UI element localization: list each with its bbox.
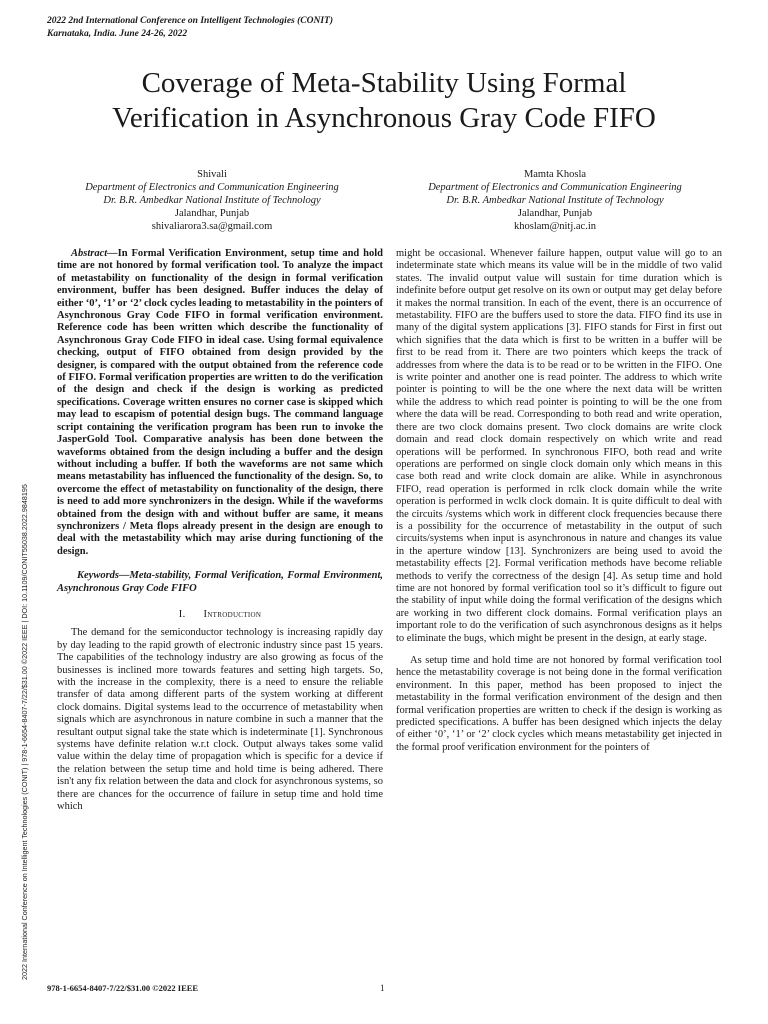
author-name: Mamta Khosla (523, 169, 587, 180)
author-institute: Dr. B.R. Ambedkar National Institute of Technology (103, 195, 321, 206)
intro-paragraph-2: As setup time and hold time are not honored by formal verification tool hence the metastability coverage is not being done in the formal verification environment. In this paper, method has been proposed to inject the metastability in the formal verification environment of the design and then formal verification properties are written to check if the design is working as predicted specifications. A buffer has been designed which injects the delay of either ‘0’, ‘1’ or ‘2’ clock cycles which means metastability get injected in the formal proof verification environment for the pointers of (396, 655, 722, 753)
section-heading-introduction (57, 609, 383, 621)
author-block-1 (47, 168, 377, 233)
conference-header (47, 15, 333, 41)
author-department: Department of Electronics and Communication Engineering (428, 182, 682, 193)
paper-title (47, 66, 721, 136)
author-location: Jalandhar, Punjab (517, 208, 593, 219)
intro-paragraph-1: The demand for the semiconductor technology is increasing rapidly day by day leading to the rapid growth of electronic industry since past 15 years. The capabilities of the technology industry are also growing as focus of the businesses is inclined more towards features and setting high targets. So, with the increase in the complexity, there is a need to ensure the reliable transfer of data among different parts of the system working at different clock domains. Digital systems lead to the occurrence of metastability when signals which are asynchronous in nature combine in such a manner that the resultant output signal take the state which is indeterminate [1]. Synchronous systems have definite relation w.r.t clock. Output always takes some valid value within the delay time of propagation which is specific for a device if the relation between the setup time and hold time is being adhered. There isn't any fix relation between the data and clock for asynchronous systems, so there are chances for the occurrence of failure in setup time and hold time which (57, 627, 383, 813)
footer-copyright: 978-1-6654-8407-7/22/$31.00 ©2022 IEEE (47, 983, 199, 993)
title-line-2: Verification in Asynchronous Gray Code FIFO (112, 102, 656, 134)
author-name: Shivali (197, 169, 227, 180)
author-location: Jalandhar, Punjab (174, 208, 250, 219)
author-email[interactable]: shivaliarora3.sa@gmail.com (151, 221, 273, 232)
author-department: Department of Electronics and Communication Engineering (85, 182, 339, 193)
author-email[interactable]: khoslam@nitj.ac.in (514, 221, 596, 232)
intro-paragraph-1-continued: might be occasional. Whenever failure happen, output value will go to an indeterminate state which means its value will be in the middle of two valid states. The invalid output value will sustain for time duration which is indefinite before output get resolve on its own or output may get delay before it makes the normal transition. In each of the event, there is an occurrence of metastability. FIFO are the buffers used to store the data. FIFO find its use in many of the digital system applications [3]. FIFO stands for First in first out which signifies that the data which is first to be written in a buffer will be first to be read from it. There are two pointers which keeps the track of addresses from where the data is to be read or to be written in the FIFO. One is write pointer and another one is read pointer. The address to which write pointer is pointing to will be the one where the next data will be written while the address to which read pointer is pointing to will be the one from where the data will be read. Corresponding to both read and write operation, there are two clock domains present. Two clock domains are write clock domain and read clock domain respectively on which write and read operations will be performed. In synchronous FIFO, both read and write operations are performed on single clock domain only which means in this case both read and write clock domain are alike. While in asynchronous FIFO, read operation is performed in rclk clock domain while the write operation is performed in wclk clock domain. It is quite difficult to deal with the circuits /systems which work in different clock frequencies because there is a possibility for the occurrence of metastability in the output of such circuits/systems when input is asynchronous in nature and changes its value in the aperture window [13]. Synchronizers are being used to avoid the metastability effects [2]. Formal verification methods have become reliable methods to verify the correctness of the design [4]. As setup time and hold time are not honored by formal verification tool so it’s difficult to figure out the stability of input while doing the formal verification of the designs which are working in two different clock domains. Formal verification plays an important role to do the verification of such asynchronous designs as it helps to eliminate the bugs, which might be present in the design, at early stage. (396, 248, 722, 644)
conference-location-date: Karnataka, India. June 24-26, 2022 (47, 29, 188, 39)
right-column (396, 248, 722, 754)
title-line-1: Coverage of Meta-Stability Using Formal (141, 67, 627, 99)
keywords: Keywords—Meta-stability, Formal Verification, Formal Environment, Asynchronous Gray Code FIFO (57, 570, 383, 594)
section-number: I. (178, 608, 186, 620)
side-doi-strip: 2022 International Conference on Intelligent Technologies (CONIT) | 978-1-6654-8407-7/22/$31.00 ©2022 IEEE | DOI: 10.1109/CONIT55038.2022.9848195 (20, 484, 29, 980)
abstract (57, 248, 383, 558)
left-column (57, 248, 383, 813)
abstract-text: In Formal Verification Environment, setup time and hold time are not honored by formal verification tool. To analyze the impact of metastability on functionality of the design in formal verification environment, buffer has been designed. Buffer induces the delay of either ‘0’, ‘1’ or ‘2’ clock cycles leading to metastability in the pointers of Asynchronous Gray Code FIFO in formal verification environment. Reference code has been written which describe the functionality of Asynchronous Gray Code FIFO in ideal case. Using formal equivalence checking, output of FIFO obtained from design provided by the designer, is compared with the output obtained from the reference code of FIFO. Formal verification properties are written to do the verification of the design and check if the design is working as predicted specifications. Coverage written ensures no corner case is skipped which may lead to escapism of potential design bugs. The command language script containing the verification program has been run to invoke the JasperGold Tool. Comparative analysis has been done between the waveforms obtained from the design including a buffer and the design without including a buffer. If both the waveforms are not same which means metastability has influenced the functionality of the design. So, to overcome the effect of metastability on functionality of the design, there is need to add more synchronizers in the design. While if the waveforms obtained from the design with and without buffer are same, it means synchronizers / Meta flops already present in the design are enough to deal with the metastability which may arise during functioning of the design. (57, 248, 383, 557)
page-number: 1 (380, 983, 385, 993)
abstract-label: Abstract— (71, 248, 118, 259)
author-institute: Dr. B.R. Ambedkar National Institute of Technology (446, 195, 664, 206)
section-title: Introduction (203, 608, 262, 620)
conference-name: 2022 2nd International Conference on Intelligent Technologies (CONIT) (47, 16, 333, 26)
author-block-2 (390, 168, 720, 233)
